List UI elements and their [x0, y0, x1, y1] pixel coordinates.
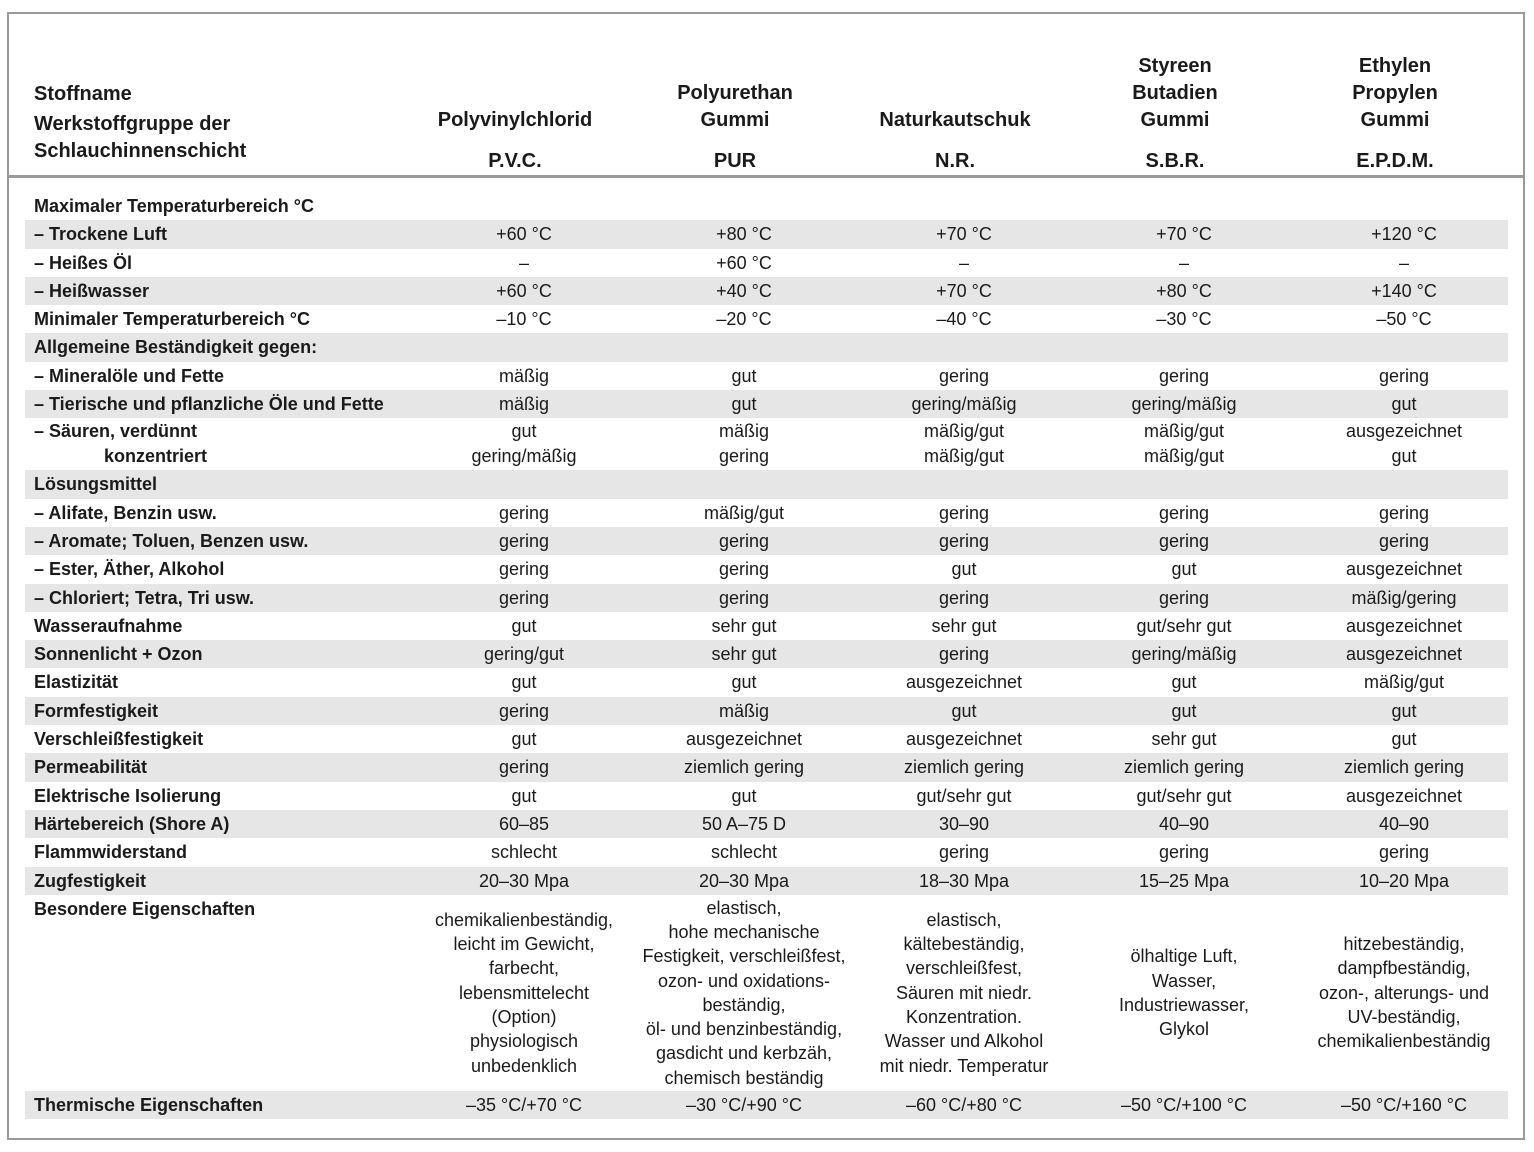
- table-body: [25, 192, 1508, 1119]
- table-cell: ausgezeichnet: [1345, 644, 1463, 665]
- table-cell: ziemlich gering: [683, 757, 805, 778]
- table-cell: +60 °C: [716, 252, 772, 273]
- table-cell: gering: [718, 587, 770, 608]
- table-row: [25, 725, 1508, 753]
- table-cell: 60–85: [498, 813, 550, 834]
- table-cell: gering: [498, 502, 550, 523]
- table-cell: ölhaltige Luft, Wasser, Industriewasser, Glykol: [1118, 946, 1250, 1040]
- table-row: [25, 277, 1508, 305]
- table-cell: ziemlich gering: [903, 757, 1025, 778]
- table-cell: +70 °C: [936, 280, 992, 301]
- table-cell: –: [958, 252, 969, 273]
- table-cell: +70 °C: [936, 224, 992, 245]
- table-cell: gering: [1378, 530, 1430, 551]
- table-cell: gering: [938, 502, 990, 523]
- column-header-pur: [625, 14, 845, 178]
- table-row: [25, 305, 1508, 333]
- table-cell: gut: [1171, 700, 1197, 721]
- table-cell: gering: [938, 365, 990, 386]
- table-cell: +70 °C: [1156, 224, 1212, 245]
- table-row: [25, 192, 1508, 220]
- row-label: – Ester, Äther, Alkohol: [34, 559, 225, 580]
- table-cell: gut: [1391, 729, 1417, 750]
- table-cell: mäßig/gut mäßig/gut: [923, 421, 1005, 467]
- table-row: [25, 1091, 1508, 1119]
- table-cell: gering: [1158, 842, 1210, 863]
- row-label: – Alifate, Benzin usw.: [34, 502, 217, 523]
- header-label-schlauchinnenschicht: Schlauchinnenschicht: [34, 140, 247, 162]
- table-row: [25, 640, 1508, 668]
- column-abbr: S.B.R.: [1145, 150, 1205, 172]
- table-row: [25, 838, 1508, 866]
- table-cell: +120 °C: [1371, 224, 1437, 245]
- table-cell: 20–30 Mpa: [698, 870, 790, 891]
- table-row: [25, 697, 1508, 725]
- table-cell: elastisch, kältebeständig, verschleißfest, Säuren mit niedr. Konzentration. Wasser und Alkohol mit niedr. Temperatur: [879, 909, 1049, 1076]
- table-cell: –: [518, 252, 529, 273]
- row-label: Formfestigkeit: [34, 700, 159, 721]
- table-cell: 30–90: [938, 813, 990, 834]
- table-cell: mäßig: [498, 365, 549, 386]
- table-cell: gering/mäßig: [1131, 644, 1237, 665]
- column-abbr: P.V.C.: [488, 150, 542, 172]
- table-row: [25, 895, 1508, 1091]
- column-header-epdm: [1285, 14, 1505, 178]
- table-cell: gering: [1158, 502, 1210, 523]
- table-cell: –10 °C: [496, 309, 552, 330]
- table-cell: –40 °C: [936, 309, 992, 330]
- table-cell: ausgezeichnet: [1345, 615, 1463, 636]
- table-cell: gering: [498, 757, 550, 778]
- table-cell: 20–30 Mpa: [478, 870, 570, 891]
- table-cell: +80 °C: [716, 224, 772, 245]
- table-cell: gering: [1158, 587, 1210, 608]
- table-cell: mäßig: [498, 394, 549, 415]
- table-cell: gering: [938, 842, 990, 863]
- table-cell: –: [1398, 252, 1409, 273]
- row-label: Maximaler Temperaturbereich °C: [34, 196, 314, 216]
- column-header-nr: [845, 14, 1065, 178]
- table-cell: gering: [1378, 502, 1430, 523]
- table-cell: gut: [1391, 394, 1417, 415]
- row-label: – Chloriert; Tetra, Tri usw.: [34, 587, 255, 608]
- table-header: [9, 14, 1523, 178]
- column-name: Ethylen Propylen Gummi: [1352, 55, 1438, 131]
- row-label: Minimaler Temperaturbereich °C: [34, 309, 310, 330]
- table-cell: gut: [511, 785, 537, 806]
- row-label: Verschleißfestigkeit: [34, 729, 204, 750]
- table-cell: elastisch, hohe mechanische Festigkeit, verschleißfest, ozon- und oxidations- beständig, öl- und benzinbeständig, gasdicht und kerbzäh, chemisch beständig: [642, 897, 846, 1088]
- table-cell: gering: [1378, 842, 1430, 863]
- column-name: Polyvinylchlorid: [437, 109, 593, 131]
- table-cell: –50 °C: [1376, 309, 1432, 330]
- table-cell: hitzebeständig, dampfbeständig, ozon-, alterungs- und UV-beständig, chemikalienbeständig: [1317, 934, 1491, 1052]
- table-row: [25, 333, 1508, 361]
- table-row: [25, 612, 1508, 640]
- table-cell: mäßig/gut: [703, 502, 785, 523]
- table-cell: gut gering/mäßig: [471, 421, 577, 467]
- table-cell: –50 °C/+160 °C: [1341, 1094, 1467, 1115]
- table-cell: gering: [718, 530, 770, 551]
- table-cell: –: [1178, 252, 1189, 273]
- table-cell: –35 °C/+70 °C: [466, 1094, 582, 1115]
- table-cell: gering: [498, 587, 550, 608]
- table-row: [25, 668, 1508, 696]
- column-name: Naturkautschuk: [879, 109, 1031, 131]
- row-label: Allgemeine Beständigkeit gegen:: [34, 337, 318, 358]
- row-label: Elastizität: [34, 672, 119, 693]
- table-cell: gut: [951, 559, 977, 580]
- table-cell: gering: [498, 700, 550, 721]
- table-cell: +80 °C: [1156, 280, 1212, 301]
- row-label: Sonnenlicht + Ozon: [34, 644, 203, 665]
- column-abbr: E.P.D.M.: [1356, 150, 1434, 172]
- table-cell: +60 °C: [496, 280, 552, 301]
- table-row: [25, 527, 1508, 555]
- table-cell: schlecht: [710, 842, 778, 863]
- table-cell: gut/sehr gut: [1136, 615, 1232, 636]
- table-cell: gering/gut: [483, 644, 565, 665]
- table-cell: –30 °C: [1156, 309, 1212, 330]
- table-cell: gering: [1158, 530, 1210, 551]
- row-label: Wasseraufnahme: [34, 615, 183, 636]
- table-row: [25, 753, 1508, 781]
- row-label: – Trockene Luft: [34, 224, 168, 245]
- header-label-werkstoffgruppe: Werkstoffgruppe der: [34, 113, 231, 135]
- table-cell: +40 °C: [716, 280, 772, 301]
- table-cell: gering/mäßig: [911, 394, 1017, 415]
- table-row: [25, 220, 1508, 248]
- table-cell: gut: [731, 785, 757, 806]
- row-label: Lösungsmittel: [34, 474, 158, 495]
- table-cell: 15–25 Mpa: [1138, 870, 1230, 891]
- table-cell: sehr gut: [711, 644, 777, 665]
- table-cell: gut: [951, 700, 977, 721]
- table-cell: gut: [731, 672, 757, 693]
- row-label: Besondere Eigenschaften: [34, 898, 256, 919]
- table-cell: mäßig gering: [718, 421, 770, 467]
- table-cell: sehr gut: [1151, 729, 1217, 750]
- table-cell: mäßig/gut mäßig/gut: [1143, 421, 1225, 467]
- table-cell: ausgezeichnet: [905, 729, 1023, 750]
- table-row: [25, 418, 1508, 470]
- table-row: [25, 555, 1508, 583]
- row-label: Zugfestigkeit: [34, 870, 147, 891]
- table-cell: –60 °C/+80 °C: [906, 1094, 1022, 1115]
- table-cell: gut/sehr gut: [916, 785, 1012, 806]
- table-cell: 50 A–75 D: [701, 813, 787, 834]
- table-cell: gering: [1158, 365, 1210, 386]
- column-abbr: N.R.: [935, 150, 975, 172]
- table-cell: gut: [511, 672, 537, 693]
- table-cell: +140 °C: [1371, 280, 1437, 301]
- table-cell: ausgezeichnet gut: [1345, 421, 1463, 467]
- table-cell: gering: [938, 530, 990, 551]
- table-cell: –30 °C/+90 °C: [686, 1094, 802, 1115]
- table-cell: sehr gut: [931, 615, 997, 636]
- table-cell: ausgezeichnet: [1345, 785, 1463, 806]
- table-cell: –20 °C: [716, 309, 772, 330]
- column-header-pvc: [405, 14, 625, 178]
- table-cell: gering: [498, 559, 550, 580]
- table-cell: 18–30 Mpa: [918, 870, 1010, 891]
- table-row: [25, 362, 1508, 390]
- table-cell: +60 °C: [496, 224, 552, 245]
- table-row: [25, 390, 1508, 418]
- table-cell: gering: [1378, 365, 1430, 386]
- table-cell: gering: [938, 644, 990, 665]
- row-label: – Tierische und pflanzliche Öle und Fette: [34, 394, 384, 415]
- table-row: [25, 810, 1508, 838]
- table-cell: gut: [511, 729, 537, 750]
- table-row: [25, 867, 1508, 895]
- table-cell: gering/mäßig: [1131, 394, 1237, 415]
- row-label: – Aromate; Toluen, Benzen usw.: [34, 530, 309, 551]
- row-label: Elektrische Isolierung: [34, 785, 222, 806]
- table-row: [25, 584, 1508, 612]
- table-cell: mäßig/gering: [1351, 587, 1457, 608]
- column-header-sbr: [1065, 14, 1285, 178]
- table-cell: gering: [498, 530, 550, 551]
- row-label: Permeabilität: [34, 757, 148, 778]
- table-cell: –50 °C/+100 °C: [1121, 1094, 1247, 1115]
- column-name: Styreen Butadien Gummi: [1132, 55, 1218, 131]
- table-frame: [7, 12, 1525, 1140]
- table-cell: schlecht: [490, 842, 558, 863]
- table-row: [25, 782, 1508, 810]
- header-label-stoffname: Stoffname: [34, 83, 132, 105]
- row-label: Flammwiderstand: [34, 842, 188, 863]
- table-cell: gut: [731, 365, 757, 386]
- row-label: – Mineralöle und Fette: [34, 365, 225, 386]
- table-row: [25, 499, 1508, 527]
- row-label: – Säuren, verdünnt konzentriert: [34, 421, 208, 467]
- row-label: – Heißes Öl: [34, 252, 133, 273]
- row-label: – Heißwasser: [34, 280, 150, 301]
- table-cell: gut: [1171, 559, 1197, 580]
- table-cell: ausgezeichnet: [685, 729, 803, 750]
- row-label: Härtebereich (Shore A): [34, 813, 230, 834]
- column-abbr: PUR: [713, 150, 757, 172]
- table-row: [25, 249, 1508, 277]
- table-cell: 40–90: [1378, 813, 1430, 834]
- table-cell: 10–20 Mpa: [1358, 870, 1450, 891]
- table-cell: sehr gut: [711, 615, 777, 636]
- table-cell: ausgezeichnet: [905, 672, 1023, 693]
- table-cell: gering: [718, 559, 770, 580]
- table-cell: gut: [731, 394, 757, 415]
- table-cell: ziemlich gering: [1343, 757, 1465, 778]
- table-cell: mäßig: [718, 700, 769, 721]
- table-cell: gut/sehr gut: [1136, 785, 1232, 806]
- table-cell: gut: [1391, 700, 1417, 721]
- table-cell: gut: [1171, 672, 1197, 693]
- table-row: [25, 470, 1508, 498]
- table-cell: gut: [511, 615, 537, 636]
- column-name: Polyurethan Gummi: [677, 82, 793, 131]
- table-cell: chemikalienbeständig, leicht im Gewicht, farbecht, lebensmittelecht (Option) physiologisch unbedenklich: [434, 909, 614, 1076]
- table-cell: mäßig/gut: [1363, 672, 1445, 693]
- table-cell: 40–90: [1158, 813, 1210, 834]
- table-cell: gering: [938, 587, 990, 608]
- row-label: Thermische Eigenschaften: [34, 1094, 264, 1115]
- table-cell: ausgezeichnet: [1345, 559, 1463, 580]
- table-cell: ziemlich gering: [1123, 757, 1245, 778]
